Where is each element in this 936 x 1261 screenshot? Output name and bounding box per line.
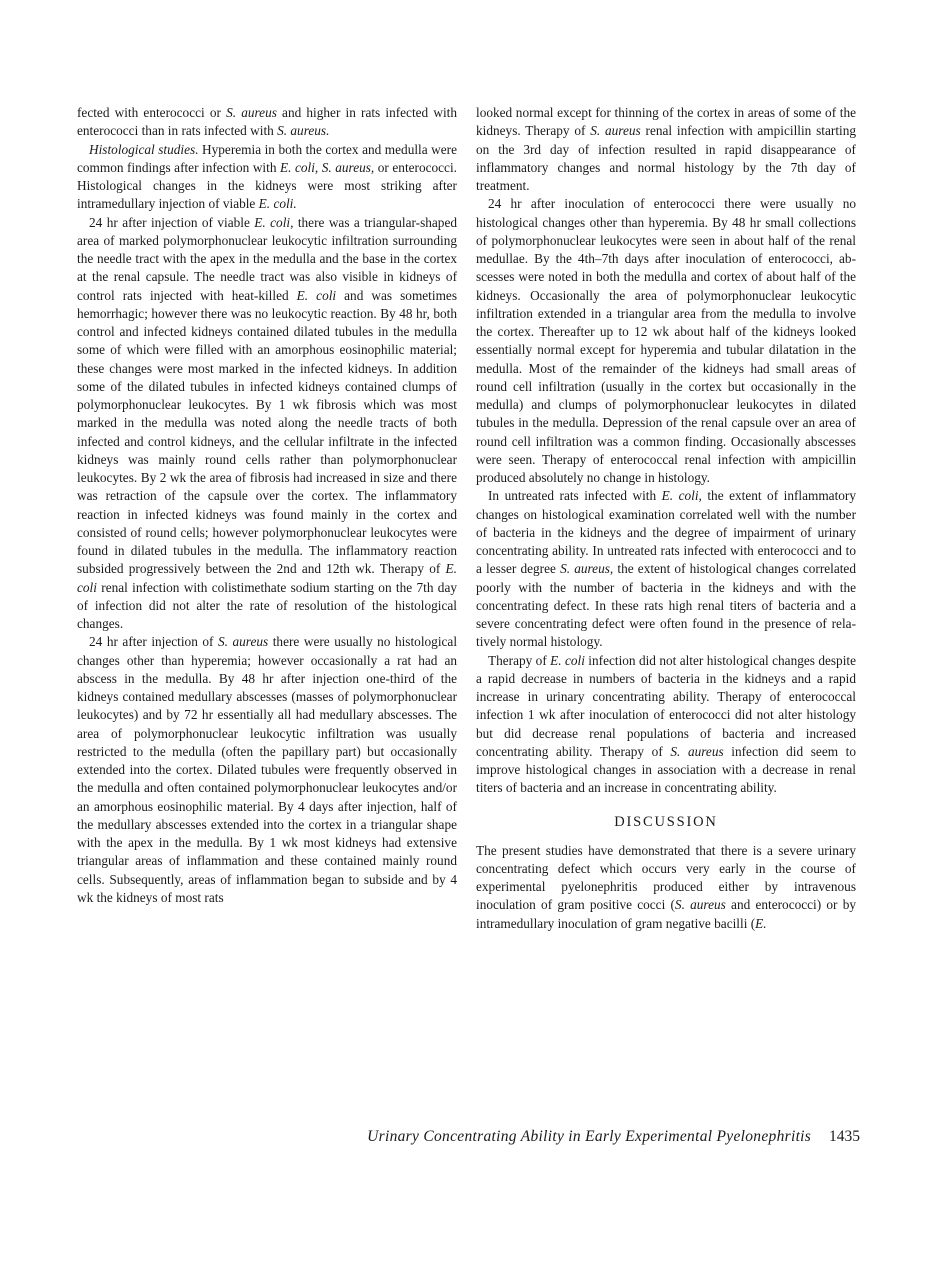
italic-text: S. aureus bbox=[670, 743, 724, 759]
italic-text: S. aureus bbox=[590, 123, 641, 139]
text-run: looked normal except for thinning of the cortex in areas of some of the kidneys. Therapy of bbox=[476, 105, 856, 139]
italic-text: E. coli. bbox=[258, 196, 297, 212]
paragraph bbox=[77, 214, 457, 634]
text-run: and higher in rats infected with enterococci than in rats infected with bbox=[77, 105, 457, 139]
paragraph bbox=[476, 487, 856, 651]
italic-text: S. aureus bbox=[217, 634, 269, 650]
text-run: 24 hr after inoculation of enterococci there were usually no histological changes other than hyperemia. By 48 hr small collections of polymorphonuclear leukocytes were seen in about half of the renal medullae. By the 4th–7th days after inoculation of enterococci, abscesses were noted in both the medulla and cortex of about half of the kidneys. Occasionally the area of polymorphonuclear leukocytic infiltration extended in a triangular area from the medulla to involve the cortex. Thereafter up to 12 wk about half of the kidneys looked essentially normal except for hyperemia and tubular dilatation in the medulla. Most of the remainder of the kidneys had small areas of round cell infiltration (usually in the cortex but occasionally in the medulla) and clumps of polymorphonuclear leukocytes in dilated tubules in the medulla. Depression of the renal capsule over an area of round cell infiltration was a common finding. Occasionally abscesses were seen. Therapy of enterococcal renal infection with ampicillin produced absolutely no change in histology. bbox=[476, 196, 856, 485]
paragraph bbox=[77, 633, 457, 907]
text-run: renal infection with ampicillin starting on the 3rd day of infection resulted in rapid disappearance of inflammatory changes and normal histology by the 7th day of treatment. bbox=[476, 123, 856, 193]
text-run: or enterococci. Histological changes in the kidneys were most striking after intramedullary injection of viable bbox=[77, 159, 457, 212]
text-run: The present studies have demonstrated that there is a severe urinary concentrating defect which occurs very early in the course of experimental pyelonephritis produced either by intravenous inoculation of gram positive cocci ( bbox=[476, 842, 856, 913]
left-column bbox=[77, 104, 457, 907]
paragraph bbox=[77, 141, 457, 214]
text-run: Hyperemia in both the cortex and medulla were common findings after infection with bbox=[77, 141, 457, 175]
paragraph bbox=[476, 652, 856, 798]
text-run: the extent of histological changes correlated poorly with the number of bacteria in the kidneys and with the concentrating defect. In these rats high renal titers of bacteria and a severe concentrating defect were often found in the presence of relatively normal histology. bbox=[476, 561, 856, 650]
running-title: Urinary Concentrating Ability in Early Experimental Pyelonephritis bbox=[367, 1128, 812, 1145]
text-run: there was a triangular-shaped area of marked polymorphonuclear leukocytic infiltration surrounding the needle tract with the apex in the medulla and the base in the cortex at the renal capsule. The needle tract was also visible in kidneys of control rats injected with heat-killed bbox=[77, 214, 457, 303]
text-run: and enterococci) or by intramedullary inoculation of gram negative bacilli ( bbox=[476, 897, 856, 931]
text-run: there were usually no histological changes other than hyperemia; however occasionally a rat had an abscess in the medulla. By 48 hr after injection one-third of the kidneys contained medullary abscesses (masses of polymorphonuclear leukocytes) and by 72 hr essentially all had medullary abscesses. The area of polymorphonuclear leukocytic infiltration was usually restricted to the medulla (often the papillary part) but occasionally extended into the cortex. Dilated tubules were frequently observed in the medulla and often contained polymorphonuclear leukocytes and/or an amorphous eosinophilic material. By 4 days after injection, half of the medullary abscesses extended into the cortex in a triangular shape with the apex in the medulla. By 1 wk most kidneys had extensive triangular areas of inflammation and these contained mainly round cells. Subsequently, areas of inflammation began to subside and by 4 wk the kidneys of most rats bbox=[77, 634, 458, 905]
italic-text: E. coli, S. aureus, bbox=[279, 159, 375, 175]
paragraph bbox=[476, 104, 856, 195]
italic-text: E. bbox=[755, 915, 767, 931]
text-run: and was sometimes hemorrhagic; however there was no leukocytic reaction. By 48 hr, both control and infected kidneys contained dilated tubules in the medulla some of which were filled with an amorphous eosinophilic material; these changes were most marked in the infected kidneys. In addition some of the dilated tubules in infected kidneys contained clumps of polymorphonuclear leukocytes. By 1 wk fibrosis which was most marked in the medulla was noted along the needle tracts of both infected and control kidneys, and the cellular infiltrate in the infected kidneys was mainly round cells rather than polymorphonuclear leukocytes. By 2 wk the area of fibrosis had increased in size and there was retraction of the capsule over the cortex. The inflammatory reaction in infected kidneys was found mainly in the cortex and consisted of round cells; however polymorphonuclear leukocytes were found in dilated tubules in the medulla. The inflammatory reaction subsided progressively between the 2nd and 12th wk. Therapy of bbox=[77, 287, 457, 577]
text-run: infection did seem to improve histological changes in association with a decrease in renal titers of bacteria and an increase in concentrating ability. bbox=[476, 743, 857, 796]
italic-text: S. aureus. bbox=[277, 123, 330, 139]
text-run: renal infection with colistimethate sodium starting on the 7th day of infection did not alter the rate of resolution of the histological changes. bbox=[77, 579, 457, 631]
paragraph bbox=[77, 104, 457, 141]
italic-text: E. coli, bbox=[254, 214, 294, 230]
italic-text: E. coli, bbox=[661, 488, 702, 504]
paragraph bbox=[476, 842, 856, 933]
italic-text: Histological studies. bbox=[89, 141, 199, 157]
italic-text: E. coli bbox=[296, 287, 337, 303]
page-footer bbox=[300, 1128, 860, 1146]
text-run: infection did not alter histological changes despite a rapid decrease in numbers of bacteria in the kidneys and a rapid increase in urinary concentrating ability. Therapy of enterococcal infection 1 wk after inoculation of enterococci did not alter histology but did decrease renal populations of bacteria and increased concentrating ability. Therapy of bbox=[476, 652, 856, 759]
page-number: 1435 bbox=[829, 1128, 860, 1145]
italic-text: S. aureus, bbox=[560, 561, 614, 577]
text-run: fected with enterococci or bbox=[77, 105, 227, 120]
paragraph bbox=[476, 195, 856, 487]
italic-text: S. aureus bbox=[674, 897, 726, 913]
section-heading: DISCUSSION bbox=[614, 813, 718, 830]
text-run: In untreated rats infected with bbox=[488, 488, 662, 504]
italic-text: E. coli bbox=[77, 561, 457, 595]
right-column bbox=[476, 104, 856, 933]
italic-text: S. aureus bbox=[226, 105, 277, 120]
text-run: the extent of inflammatory changes on histological examination correlated well with the number of bacteria in the kidneys and the degree of impairment of urinary concentrating ability. In untreated rats infected with enterococci and to a lesser degree bbox=[476, 488, 856, 577]
text-run: 24 hr after injection of viable bbox=[89, 214, 255, 230]
text-run: Therapy of bbox=[488, 652, 551, 668]
text-run: 24 hr after injection of bbox=[89, 634, 218, 650]
italic-text: E. coli bbox=[550, 652, 585, 668]
